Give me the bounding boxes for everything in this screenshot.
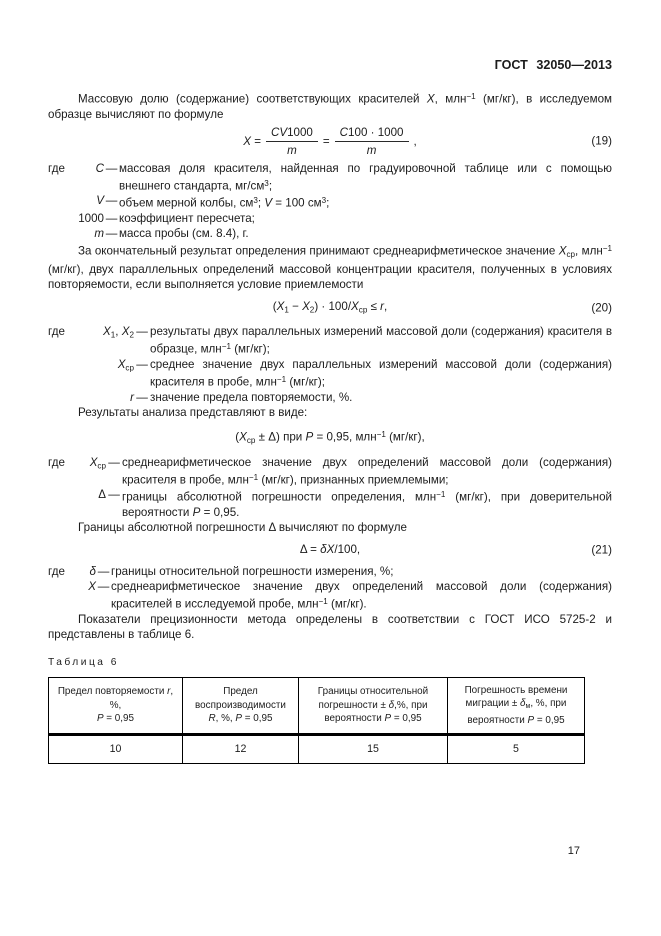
formula-21-number: (21) xyxy=(591,543,612,557)
definition-row xyxy=(48,211,612,226)
table-header-migration-error: Погрешность времени миграции ± $\delta_м$, %, при вероятности P = 0,95 xyxy=(448,677,585,735)
fraction-2-denominator: m xyxy=(335,141,409,158)
definition-term: δ xyxy=(89,565,96,579)
definition-dash: — xyxy=(108,488,120,502)
definition-desc: среднее значение двух параллельных измерений массовой доли (содержания) красителя в пробе, млн$^{-1}$ (мг/кг); xyxy=(150,358,612,389)
definition-desc: среднеарифметическое значение двух определений массовой доли (содержания) красителей в исследуемой пробе, млн$^{-1}$ (мг/кг). xyxy=(111,580,612,611)
definition-desc: границы относительной погрешности измерения, %; xyxy=(111,565,394,579)
table-header-relative-error: Границы относительной погрешности ± δ,%, при вероятности P = 0,95 xyxy=(299,677,448,735)
definitions-formula-20 xyxy=(48,324,612,404)
table-header-row xyxy=(49,677,585,735)
definition-lead xyxy=(48,390,74,405)
definition-row xyxy=(48,579,612,612)
result-expression-body: $(X_{ср} \pm \Delta)$ при P = 0,95, млн$^{-1}$ (мг/кг), xyxy=(235,429,425,445)
formula-19-body xyxy=(243,125,416,158)
definitions-formula-21 xyxy=(48,564,612,612)
definition-term: $X_{ср}$ xyxy=(117,358,134,373)
definition-row xyxy=(48,564,612,579)
definition-desc: объем мерной колбы, $см^3$; V = 100 $см^3$; xyxy=(119,196,330,210)
definition-desc: масса пробы (см. 8.4), г. xyxy=(119,226,249,240)
definition-lead: где xyxy=(48,325,65,339)
formula-21 xyxy=(48,542,612,557)
definition-lead: где xyxy=(48,455,65,469)
definition-desc: границы абсолютной погрешности определения, млн$^{-1}$ (мг/кг), при доверительной вероятности P = 0,95. xyxy=(122,490,612,520)
definition-lead xyxy=(48,357,74,390)
definition-lead xyxy=(48,211,74,226)
definition-dash: — xyxy=(105,194,118,208)
formula-20 xyxy=(48,299,612,317)
paragraph-final-result: За окончательный результат определения принимают среднеарифметическое значение $X_{ср}$, млн$^{-1}$ (мг/кг), двух параллельных определений массовой концентрации красителя, полученных в условиях повторяемости, если выполняется условие приемлемости xyxy=(48,243,612,291)
definition-term: C xyxy=(95,161,104,175)
value-repeatability: 10 xyxy=(49,735,183,764)
definition-row xyxy=(48,487,612,520)
definition-desc: среднеарифметическое значение двух определений массовой доли (содержания) красителя в пробе, млн$^{-1}$ (мг/кг), признанных приемлемыми; xyxy=(122,455,612,487)
definition-dash: — xyxy=(136,358,148,372)
definition-row xyxy=(48,324,612,357)
intro-paragraph: Массовую долю (содержание) соответствующих красителей X, млн$^{-1}$ (мг/кг), в исследуемом образце вычисляют по формуле xyxy=(48,92,612,121)
definition-term: Δ xyxy=(98,488,106,502)
definition-desc: значение предела повторяемости, %. xyxy=(150,390,353,404)
page-content xyxy=(48,58,612,764)
table-header-reproducibility: Предел воспроизводимости R, %, P = 0,95 xyxy=(183,677,299,735)
definitions-formula-19 xyxy=(48,161,612,241)
paragraph-precision: Показатели прецизионности метода определены в соответствии с ГОСТ ИСО 5725-2 и представлены в таблице 6. xyxy=(48,612,612,641)
fraction-1 xyxy=(266,125,318,158)
formula-21-expression: Δ = δX/100, xyxy=(299,543,361,557)
result-expression xyxy=(48,427,612,448)
definition-desc: результаты двух параллельных измерений массовой доли (содержания) красителя в образце, млн$^{-1}$ (мг/кг); xyxy=(150,325,612,357)
definition-term: m xyxy=(94,226,104,240)
document-code: ГОСТ 32050—2013 xyxy=(494,58,612,72)
definition-dash: — xyxy=(136,325,148,339)
definition-row xyxy=(48,357,612,390)
formula-19-lhs: X = xyxy=(243,134,261,148)
formula-19-number: (19) xyxy=(591,134,612,148)
value-migration-error: 5 xyxy=(448,735,585,764)
definition-row xyxy=(48,193,612,211)
definition-lead xyxy=(48,226,74,241)
fraction-1-numerator: CV1000 xyxy=(270,125,313,139)
definition-dash: — xyxy=(97,565,110,579)
definition-dash: — xyxy=(108,455,120,469)
definition-desc: массовая доля красителя, найденная по градуировочной таблице или с помощью внешнего стандарта, $мг/см^3$; xyxy=(119,161,612,193)
definition-dash: — xyxy=(97,580,110,594)
definition-term: V xyxy=(96,194,104,208)
formula-19 xyxy=(48,125,612,158)
fraction-1-denominator: m xyxy=(266,141,318,158)
definition-row xyxy=(48,390,612,405)
value-relative-error: 15 xyxy=(299,735,448,764)
definition-lead xyxy=(48,487,74,520)
definition-term: 1000 xyxy=(78,211,104,225)
definition-desc: коэффициент пересчета; xyxy=(119,211,255,225)
paragraph-abs-error: Границы абсолютной погрешности Δ вычисляют по формуле xyxy=(78,521,407,535)
formula-20-expression: $(X_1 - X_2) \cdot 100/X_{ср} \le r$, xyxy=(272,299,388,315)
paragraph-results-intro: Результаты анализа представляют в виде: xyxy=(78,405,308,419)
definition-row xyxy=(48,226,612,241)
table-caption: Таблица 6 xyxy=(48,656,119,668)
definitions-result xyxy=(48,455,612,520)
fraction-2-numerator: C100 · 1000 xyxy=(339,125,404,139)
formula-20-number: (20) xyxy=(591,301,612,315)
definition-dash: — xyxy=(136,390,148,404)
definition-lead xyxy=(48,579,74,612)
equals-sign: = xyxy=(322,134,330,148)
definition-dash: — xyxy=(105,226,118,240)
table-header-repeatability: Предел повторяемости r, %, P = 0,95 xyxy=(49,677,183,735)
definition-lead: где xyxy=(48,161,65,175)
fraction-2 xyxy=(335,125,409,158)
table-value-row xyxy=(49,735,585,764)
definition-term: $X_1$, $X_2$ xyxy=(103,325,134,340)
definition-row xyxy=(48,161,612,194)
formula-19-tail: , xyxy=(413,134,417,148)
definition-term: r xyxy=(130,390,134,404)
page-number: 17 xyxy=(567,845,580,857)
definition-term: $X_{ср}$ xyxy=(89,455,106,471)
definition-lead xyxy=(48,193,74,211)
definition-lead: где xyxy=(48,565,65,579)
definition-term: X xyxy=(88,580,96,594)
definition-dash: — xyxy=(105,161,118,175)
value-reproducibility: 12 xyxy=(183,735,299,764)
definition-row xyxy=(48,455,612,488)
definition-dash: — xyxy=(105,211,118,225)
precision-table xyxy=(48,677,585,765)
